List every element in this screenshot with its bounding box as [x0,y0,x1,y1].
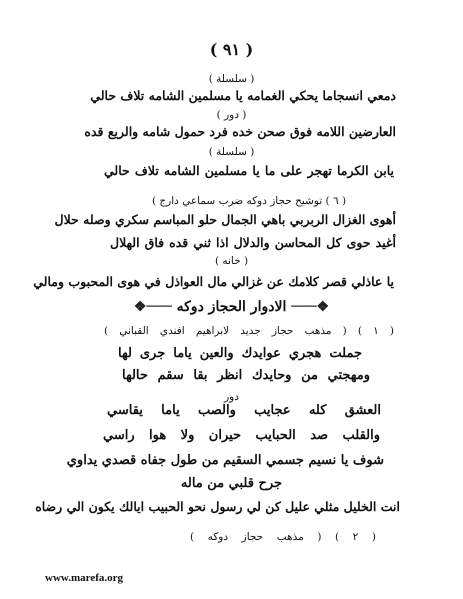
section-label-dawr: ( دور ) [216,109,247,121]
verse-line: دمعي انسجاما يحكي الغمامه يا مسلمين الشامه تلاف حالي [90,88,396,103]
section-label-khana: ( خانه ) [214,255,249,267]
verse-line: أهوى الغزال الربربي باهي الجمال حلو المباسم سكري وصله حلال [54,212,396,227]
verse-line: يا عاذلي قصر كلامك عن غزالي مال العواذل في هوى المحبوب ومالي [33,274,394,289]
madhab-heading: ( ١ ) ( مذهب حجاز جديد لابراهيم افندي القباني ) [104,325,395,337]
section-title-adwar [0,300,463,314]
verse-line: شوف يا نسيم جسمي السقيم من طول جفاه قصدي يداوي [66,453,384,468]
ornament-right-icon: ───❖ [133,299,172,315]
source-url[interactable]: www.marefa.org [45,572,123,584]
section-title-text: الادوار الحجاز دوكه [176,299,287,315]
verse-line: العارضين اللامه فوق صحن خده فرد حمول شامه والريع قده [84,124,396,139]
madhab-heading: ( ٢ ) ( مذهب حجاز دوكه ) [190,531,376,543]
verse-line: جرح قلبي من ماله [180,476,283,491]
section-label-dawr: دور [224,391,239,403]
verse-line: والقلب صد الحبايب حيران ولا هوا راسي [103,428,380,443]
section-label-silsila: ( سلسلة ) [208,73,255,85]
verse-line: يابن الكرما تهجر على ما يا مسلمين الشامه تلاف حالي [104,163,394,178]
verse-line: أغيد حوى كل المحاسن والدلال اذا ثني قده فاق الهلال [110,235,396,250]
verse-line: ومهجتي من وحايدك انظر بقا سقم حالها [122,368,370,383]
page-number: ( ٩١ ) [209,40,254,59]
verse-line: جملت هجري عوايدك والعين ياما جرى لها [118,346,362,361]
verse-line: العشق كله عجايب والصب ياما يقاسي [107,403,381,418]
verse-line: انت الخليل مثلي عليل كن لي رسول نحو الحبيب ايالك يكون الي رضاه [35,499,400,514]
section-heading-tawshih: ( ٦ ) توشيح حجاز دوكه ضرب سماعي دارج ) [151,195,347,207]
ornament-left-icon: ❖─── [291,299,330,315]
section-label-silsila: ( سلسلة ) [208,146,255,158]
